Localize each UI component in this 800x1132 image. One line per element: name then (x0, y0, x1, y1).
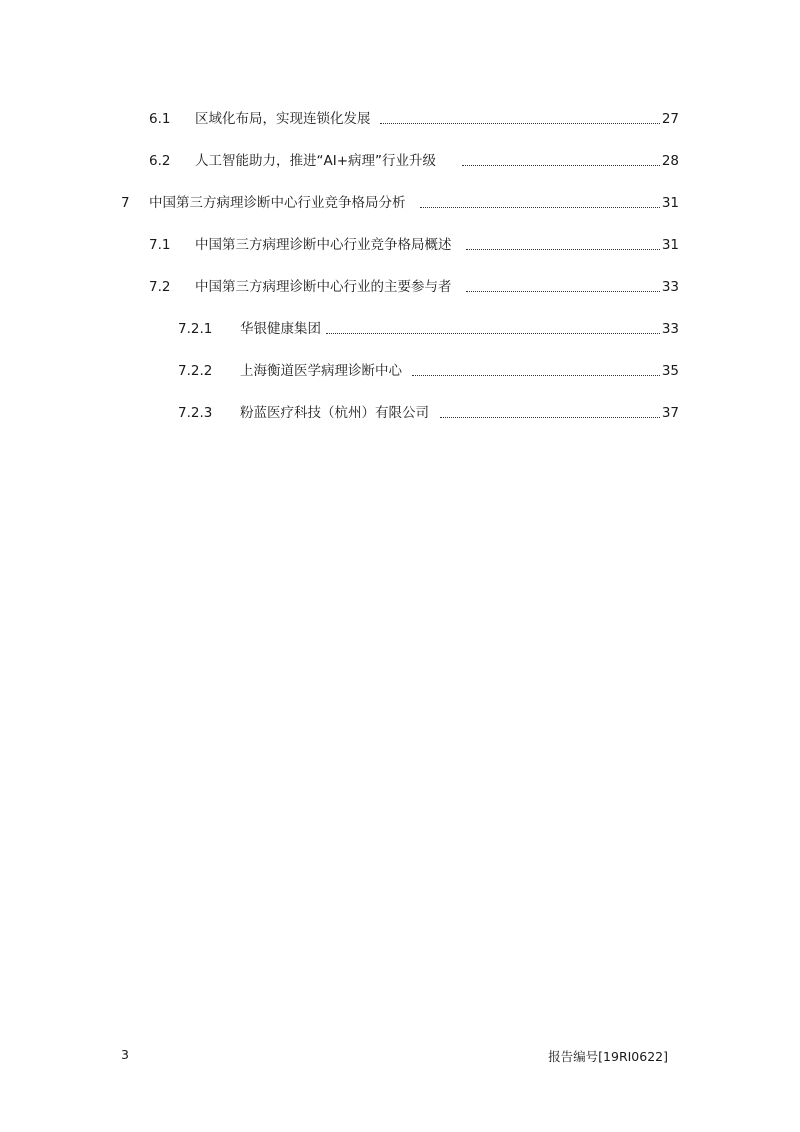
toc-dot-leader (420, 207, 662, 208)
toc-entry-7-2-3[interactable] (0, 402, 800, 422)
toc-entry-page: 33 (661, 279, 679, 295)
toc-entry-6-1[interactable] (0, 108, 800, 128)
toc-entry-number: 7.2.2 (178, 363, 213, 379)
toc-entry-title: 中国第三方病理诊断中心行业竞争格局概述 (195, 237, 452, 253)
toc-entry-title: 区域化布局，实现连锁化发展 (195, 111, 371, 127)
toc-entry-number: 7 (121, 195, 130, 211)
footer-report-number: 报告编号[19RI0622] (548, 1049, 668, 1064)
toc-entry-page: 37 (661, 405, 679, 421)
toc-entry-page: 27 (661, 111, 679, 127)
toc-entry-title: 上海衡道医学病理诊断中心 (240, 363, 402, 379)
toc-entry-title: 中国第三方病理诊断中心行业竞争格局分析 (149, 195, 406, 211)
toc-entry-number: 6.2 (149, 153, 171, 169)
toc-dot-leader (412, 375, 662, 376)
toc-dot-leader (380, 123, 662, 124)
toc-entry-page: 31 (661, 237, 679, 253)
toc-entry-number: 7.1 (149, 237, 171, 253)
toc-entry-7-1[interactable] (0, 234, 800, 254)
toc-dot-leader (440, 417, 662, 418)
toc-entry-page: 31 (661, 195, 679, 211)
toc-entry-title: 华银健康集团 (240, 321, 321, 337)
toc-dot-leader (462, 165, 662, 166)
toc-entry-number: 6.1 (149, 111, 171, 127)
toc-entry-page: 35 (661, 363, 679, 379)
toc-dot-leader (466, 291, 662, 292)
toc-entry-number: 7.2 (149, 279, 171, 295)
toc-entry-7-2-1[interactable] (0, 318, 800, 338)
toc-entry-number: 7.2.1 (178, 321, 213, 337)
toc-entry-title: 粉蓝医疗科技（杭州）有限公司 (240, 405, 429, 421)
toc-entry-7-2[interactable] (0, 276, 800, 296)
toc-entry-title: 人工智能助力，推进“AI+病理”行业升级 (195, 153, 437, 169)
toc-entry-7-2-2[interactable] (0, 360, 800, 380)
toc-entry-page: 28 (661, 153, 679, 169)
toc-dot-leader (466, 249, 662, 250)
toc-entry-6-2[interactable] (0, 150, 800, 170)
toc-entry-title: 中国第三方病理诊断中心行业的主要参与者 (195, 279, 452, 295)
toc-entry-number: 7.2.3 (178, 405, 213, 421)
toc-dot-leader (326, 333, 662, 334)
footer-page-number: 3 (121, 1047, 129, 1062)
toc-entry-7[interactable] (0, 192, 800, 212)
toc-entry-page: 33 (661, 321, 679, 337)
